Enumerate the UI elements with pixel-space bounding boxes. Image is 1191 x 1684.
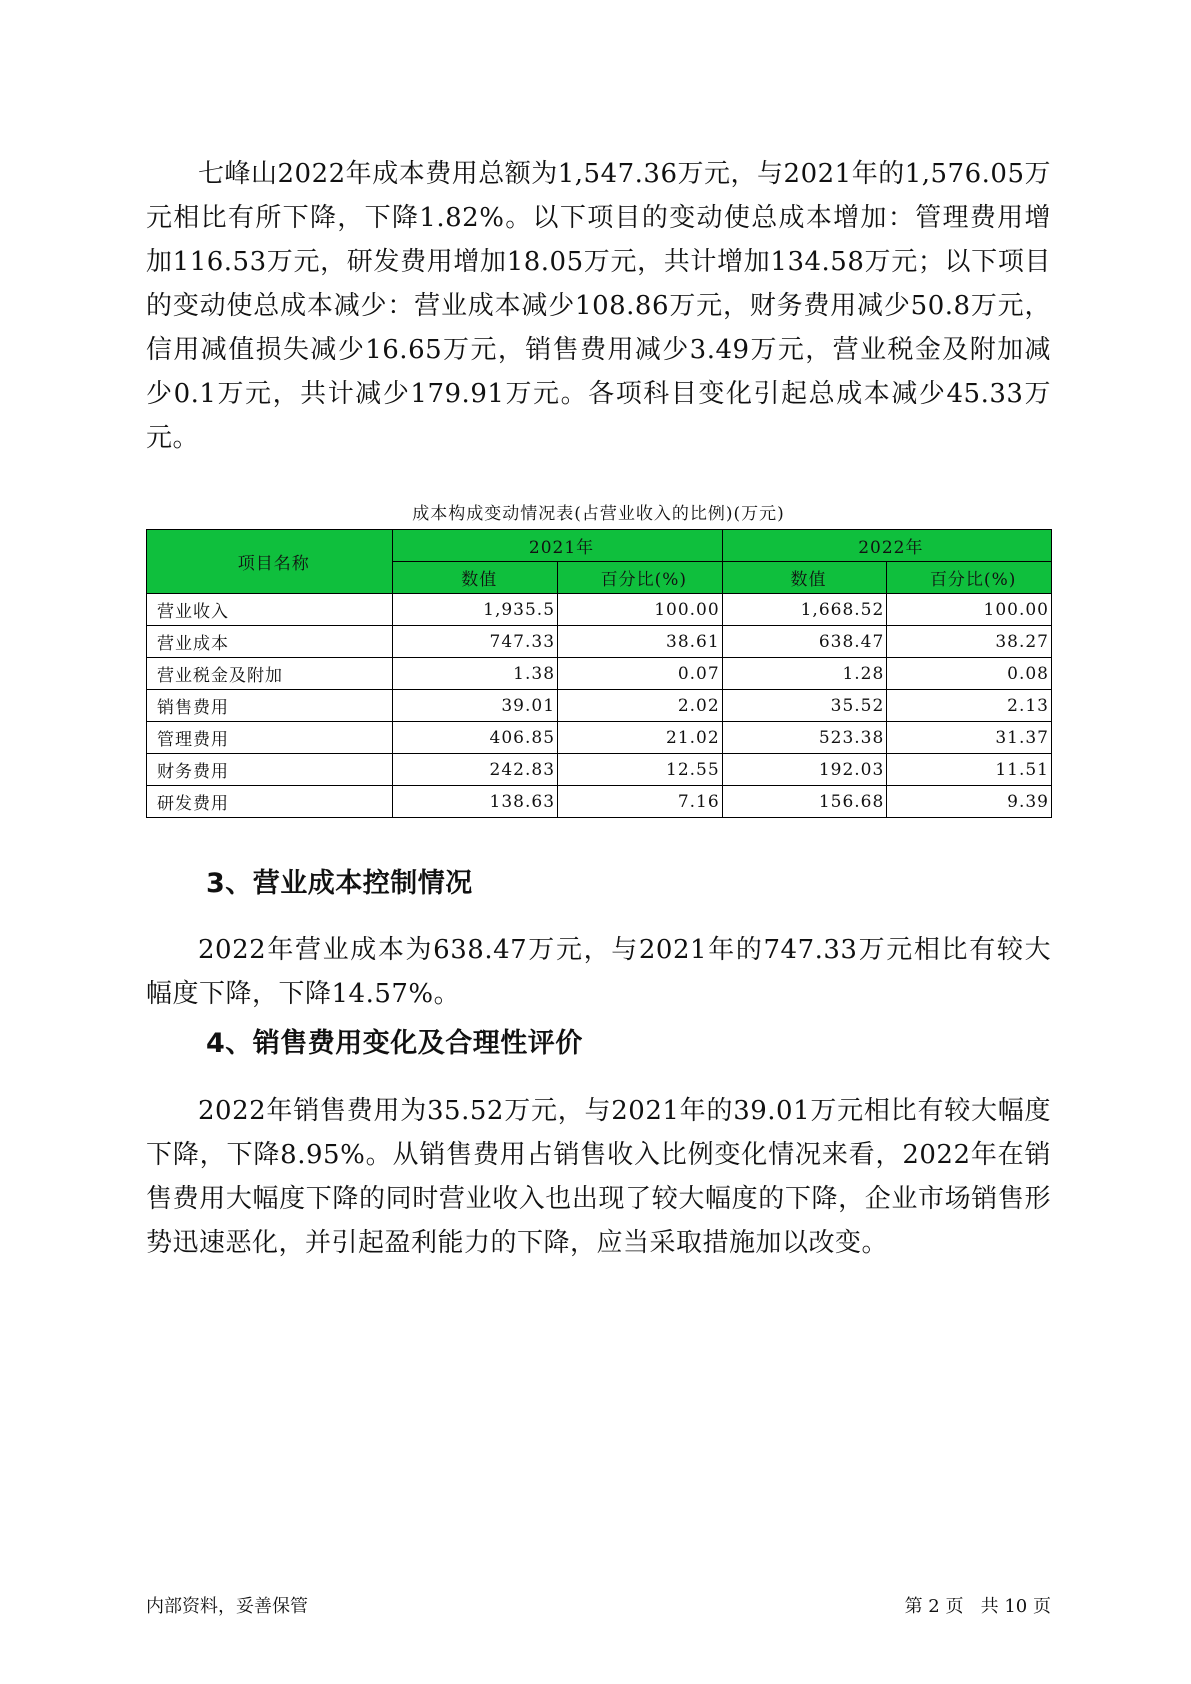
value-2022: 192.03: [722, 754, 887, 786]
percent-2022: 2.13: [887, 690, 1052, 722]
row-label: 营业成本: [147, 626, 393, 658]
row-label: 销售费用: [147, 690, 393, 722]
value-2021: 406.85: [393, 722, 558, 754]
percent-2021: 0.07: [558, 658, 723, 690]
table-row: [147, 690, 1052, 722]
percent-2022: 0.08: [887, 658, 1052, 690]
table-row: [147, 594, 1052, 626]
row-label: 营业收入: [147, 594, 393, 626]
value-2021: 1.38: [393, 658, 558, 690]
cost-structure-table: [146, 529, 1052, 818]
value-2022: 638.47: [722, 626, 887, 658]
row-label: 管理费用: [147, 722, 393, 754]
percent-2021: 7.16: [558, 786, 723, 818]
section-3-paragraph: 2022年营业成本为638.47万元，与2021年的747.33万元相比有较大幅度下降，下降14.57%。: [146, 935, 1051, 1009]
header-percent-2021: 百分比(%): [558, 562, 723, 594]
value-2022: 1.28: [722, 658, 887, 690]
value-2022: 156.68: [722, 786, 887, 818]
percent-2021: 12.55: [558, 754, 723, 786]
header-value-2021: 数值: [393, 562, 558, 594]
table-caption: 成本构成变动情况表(占营业收入的比例)(万元): [412, 504, 785, 524]
section-3-heading: 3、营业成本控制情况: [206, 868, 473, 899]
header-value-2022: 数值: [722, 562, 887, 594]
percent-2021: 100.00: [558, 594, 723, 626]
value-2021: 1,935.5: [393, 594, 558, 626]
percent-2022: 100.00: [887, 594, 1052, 626]
table-row: [147, 626, 1052, 658]
table-row: [147, 722, 1052, 754]
row-label: 财务费用: [147, 754, 393, 786]
section-4-paragraph: 2022年销售费用为35.52万元，与2021年的39.01万元相比有较大幅度下降，下降8.95%。从销售费用占销售收入比例变化情况来看，2022年在销售费用大幅度下降的同时营业收入也出现了较大幅度的下降，企业市场销售形势迅速恶化，并引起盈利能力的下降，应当采取措施加以改变。: [146, 1096, 1051, 1258]
value-2022: 523.38: [722, 722, 887, 754]
footer-confidential-note: 内部资料，妥善保管: [146, 1596, 308, 1617]
value-2022: 35.52: [722, 690, 887, 722]
row-label: 研发费用: [147, 786, 393, 818]
table-row: [147, 754, 1052, 786]
intro-paragraph: 七峰山2022年成本费用总额为1,547.36万元，与2021年的1,576.05万元相比有所下降，下降1.82%。以下项目的变动使总成本增加：管理费用增加116.53万元，研发费用增加18.05万元，共计增加134.58万元；以下项目的变动使总成本减少：营业成本减少108.86万元，财务费用减少50.8万元，信用减值损失减少16.65万元，销售费用减少3.49万元，营业税金及附加减少0.1万元，共计减少179.91万元。各项科目变化引起总成本减少45.33万元。: [146, 159, 1051, 453]
percent-2022: 9.39: [887, 786, 1052, 818]
row-label: 营业税金及附加: [147, 658, 393, 690]
percent-2022: 11.51: [887, 754, 1052, 786]
table-header-row: [147, 530, 1052, 562]
footer-page-number: 第 2 页 共 10 页: [904, 1596, 1051, 1617]
value-2021: 138.63: [393, 786, 558, 818]
value-2021: 747.33: [393, 626, 558, 658]
percent-2021: 21.02: [558, 722, 723, 754]
table-row: [147, 786, 1052, 818]
table-row: [147, 658, 1052, 690]
section-4-heading: 4、销售费用变化及合理性评价: [206, 1028, 583, 1059]
header-year-2021: 2021年: [393, 530, 722, 562]
percent-2021: 38.61: [558, 626, 723, 658]
header-percent-2022: 百分比(%): [887, 562, 1052, 594]
percent-2021: 2.02: [558, 690, 723, 722]
percent-2022: 38.27: [887, 626, 1052, 658]
value-2021: 242.83: [393, 754, 558, 786]
value-2022: 1,668.52: [722, 594, 887, 626]
header-year-2022: 2022年: [722, 530, 1051, 562]
percent-2022: 31.37: [887, 722, 1052, 754]
header-item-name: 项目名称: [147, 530, 393, 594]
value-2021: 39.01: [393, 690, 558, 722]
